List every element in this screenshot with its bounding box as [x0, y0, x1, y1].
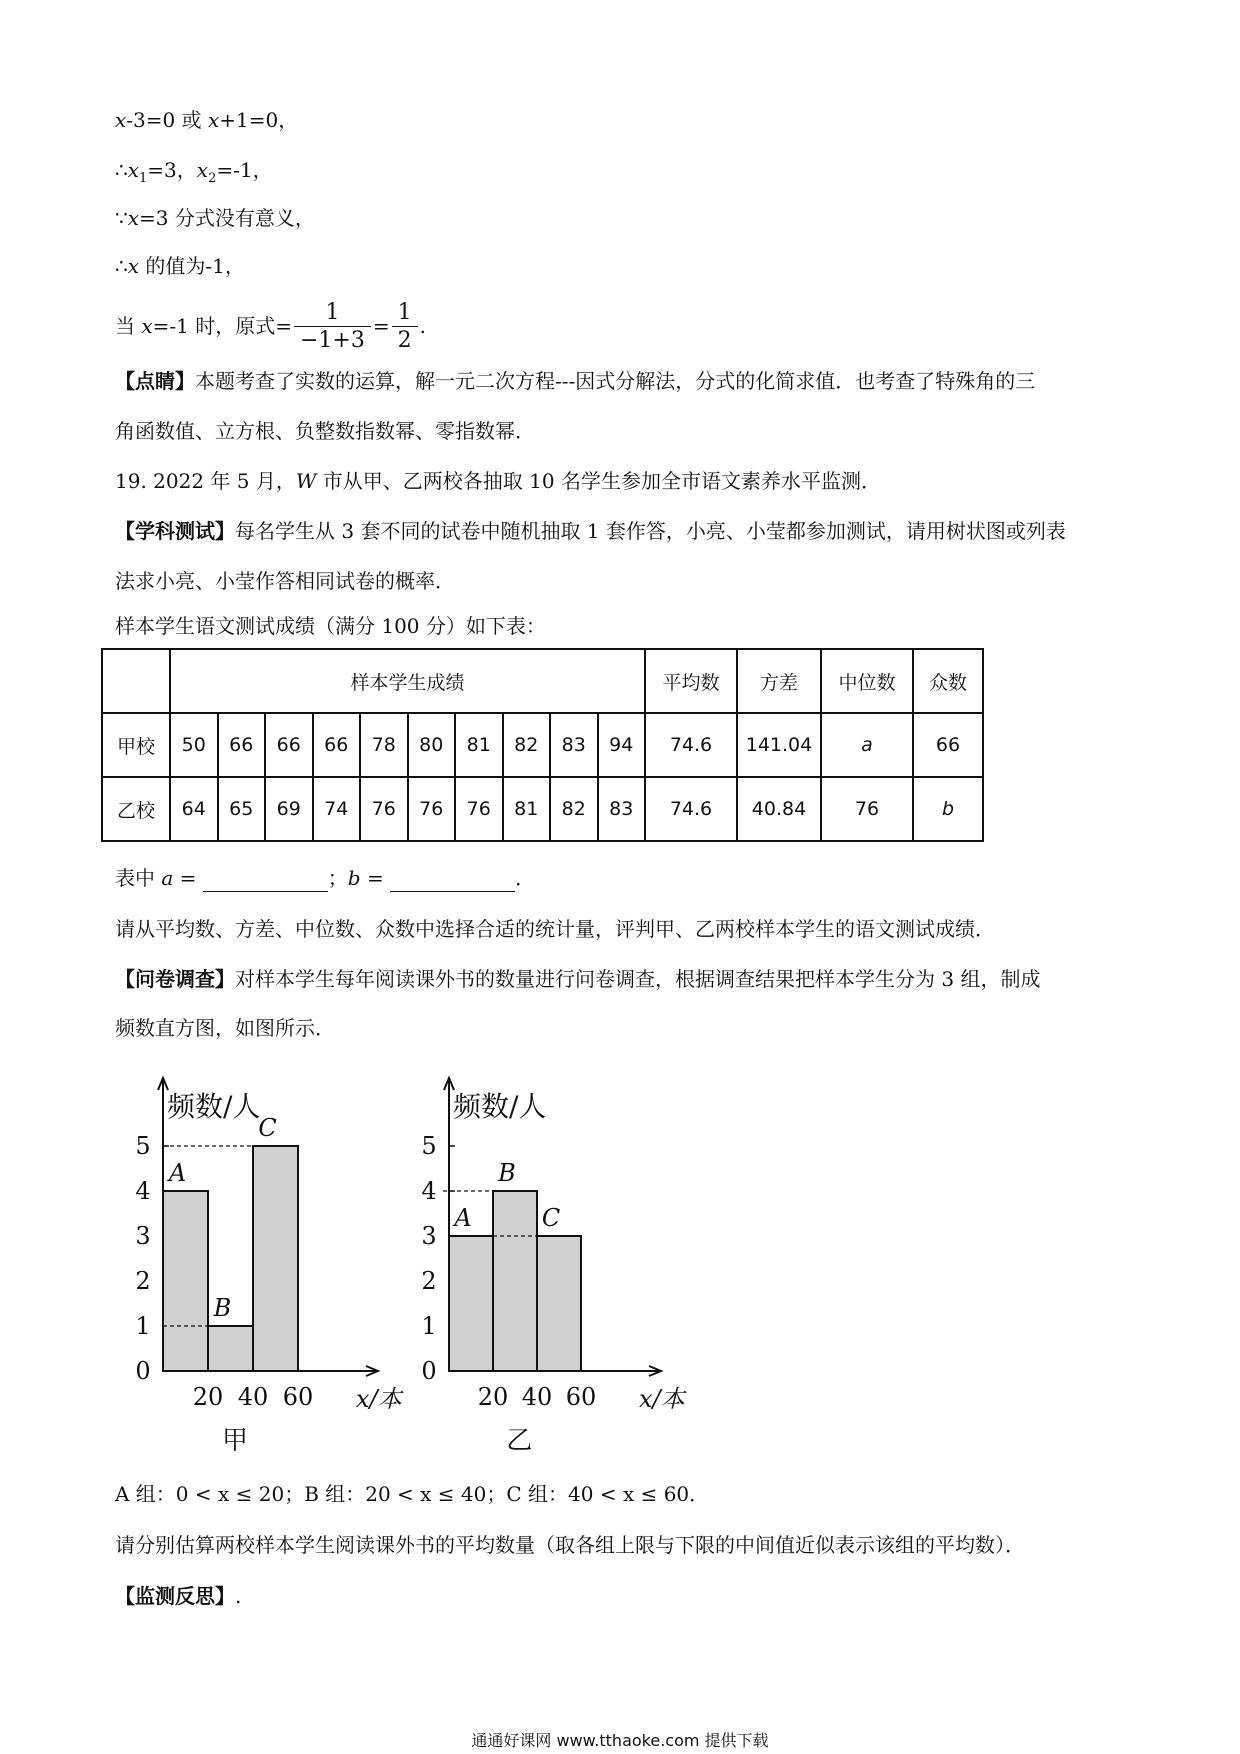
bar-label: A [454, 1204, 472, 1232]
score-cell: 65 [218, 777, 266, 841]
histogram-bar [449, 1236, 493, 1371]
y-tick-label: 3 [421, 1222, 437, 1250]
header-scores: 样本学生成绩 [170, 649, 645, 713]
survey-line-2: 频数直方图，如图所示． [115, 1016, 335, 1040]
fraction-1: $\frac{1}{-1+3}$ [294, 300, 371, 355]
table-row [102, 713, 983, 777]
y-tick-label: 0 [135, 1357, 151, 1385]
question-19-intro: 19. 2022 年 5 月，W 市从甲、乙两校各抽取 10 名学生参加全市语文素养水平监测． [115, 469, 881, 493]
mode-cell: 66 [913, 713, 983, 777]
score-cell: 69 [265, 777, 313, 841]
score-cell: 66 [313, 713, 361, 777]
header-variance: 方差 [737, 649, 821, 713]
histogram-bar [253, 1146, 298, 1371]
histogram-bar [163, 1191, 208, 1371]
footer: 通通好课网 www.tthaoke.com 提供下载 [471, 1731, 769, 1750]
x-tick-label: 40 [237, 1383, 269, 1411]
score-cell: 66 [265, 713, 313, 777]
subject-test-line-2: 法求小亮、小莹作答相同试卷的概率． [115, 569, 455, 593]
y-tick-label: 1 [135, 1312, 151, 1340]
score-cell: 64 [170, 777, 218, 841]
y-tick-label: 4 [421, 1177, 437, 1205]
y-tick-label: 3 [135, 1222, 151, 1250]
x-tick-label: 60 [282, 1383, 314, 1411]
header-mode: 众数 [913, 649, 983, 713]
y-axis-title: 频数/人 [453, 1090, 547, 1123]
score-cell: 76 [408, 777, 456, 841]
solution-line-5: 当 x=-1 时，原式= $\frac{1}{-1+3}$ = $\frac{1}{2}$ . [115, 300, 426, 353]
subject-test-line-1: 【学科测试】每名学生从 3 套不同的试卷中随机抽取 1 套作答，小亮、小莹都参加测试，请用树状图或列表 [115, 519, 1066, 543]
comment-line-2: 角函数值、立方根、负整数指数幂、零指数幂． [115, 419, 535, 443]
bar-label: C [541, 1204, 561, 1232]
solution-line-1: x-3=0 或 x+1=0， [115, 108, 299, 132]
histogram-bar [493, 1191, 537, 1371]
header-mean: 平均数 [645, 649, 737, 713]
y-axis-title: 频数/人 [167, 1090, 261, 1123]
score-cell: 76 [360, 777, 408, 841]
mean-cell: 74.6 [645, 777, 737, 841]
x-axis-title: x/本 [639, 1385, 685, 1413]
score-cell: 94 [598, 713, 646, 777]
median-cell: a [821, 713, 913, 777]
y-tick-label: 4 [135, 1177, 151, 1205]
histogram-bar [537, 1236, 581, 1371]
solution-line-3: ∵x=3 分式没有意义， [115, 206, 315, 230]
y-tick-label: 5 [421, 1132, 437, 1160]
chart-caption: 乙 [506, 1426, 533, 1456]
y-tick-label: 0 [421, 1357, 437, 1385]
groups-line: A 组：0 < x ≤ 20；B 组：20 < x ≤ 40；C 组：40 < x ≤ 60． [115, 1482, 710, 1506]
survey-line-1: 【问卷调查】对样本学生每年阅读课外书的数量进行问卷调查，根据调查结果把样本学生分为 3 组，制成 [115, 967, 1041, 991]
chart-caption: 甲 [221, 1426, 249, 1456]
table-row [102, 777, 983, 841]
score-cell: 83 [550, 713, 598, 777]
table-intro: 样本学生语文测试成绩（满分 100 分）如下表： [115, 614, 546, 638]
bar-label: C [258, 1114, 277, 1142]
y-tick-label: 2 [135, 1267, 151, 1295]
score-cell: 50 [170, 713, 218, 777]
histogram-bar [208, 1326, 253, 1371]
histogram-figures [0, 1060, 1240, 1460]
score-cell: 81 [455, 713, 503, 777]
solution-line-2: $\therefore x_1=3$，$x_2=-1$， [115, 158, 273, 186]
variance-cell: 141.04 [737, 713, 821, 777]
y-tick-label: 5 [135, 1132, 151, 1160]
x-tick-label: 60 [565, 1383, 597, 1411]
bar-label: A [168, 1159, 187, 1187]
median-cell: 76 [821, 777, 913, 841]
mode-cell: b [913, 777, 983, 841]
score-cell: 66 [218, 713, 266, 777]
comment-line-1: 【点睛】本题考查了实数的运算，解一元二次方程---因式分解法，分式的化简求值．也考查了特殊角的三 [115, 369, 1036, 393]
score-cell: 82 [550, 777, 598, 841]
school-name: 乙校 [102, 777, 170, 841]
x-tick-label: 20 [477, 1383, 509, 1411]
table-header-row [102, 649, 983, 713]
reflect-line: 【监测反思】. [115, 1584, 242, 1608]
fraction-2: $\frac{1}{2}$ [392, 300, 418, 355]
table-corner-cell [102, 649, 170, 713]
mean-cell: 74.6 [645, 713, 737, 777]
score-cell: 80 [408, 713, 456, 777]
scores-table [101, 648, 984, 842]
score-cell: 78 [360, 713, 408, 777]
bar-label: B [213, 1294, 232, 1322]
score-cell: 81 [503, 777, 551, 841]
header-median: 中位数 [821, 649, 913, 713]
solution-line-4: ∴x 的值为-1， [115, 254, 245, 278]
x-tick-label: 20 [192, 1383, 224, 1411]
blank-a[interactable] [203, 869, 328, 892]
variance-cell: 40.84 [737, 777, 821, 841]
estimate-line: 请分别估算两校样本学生阅读课外书的平均数量（取各组上限与下限的中间值近似表示该组的平均数）． [115, 1533, 1025, 1557]
score-cell: 82 [503, 713, 551, 777]
score-cell: 76 [455, 777, 503, 841]
fill-in-line: 表中 a = ；b = ． [115, 866, 536, 890]
x-tick-label: 40 [521, 1383, 553, 1411]
score-cell: 74 [313, 777, 361, 841]
y-tick-label: 1 [421, 1312, 437, 1340]
blank-b[interactable] [390, 869, 515, 892]
score-cell: 83 [598, 777, 646, 841]
bar-label: B [498, 1159, 516, 1187]
school-name: 甲校 [102, 713, 170, 777]
x-axis-title: x/本 [356, 1385, 402, 1413]
y-tick-label: 2 [421, 1267, 437, 1295]
evaluate-line: 请从平均数、方差、中位数、众数中选择合适的统计量，评判甲、乙两校样本学生的语文测试成绩． [115, 917, 995, 941]
